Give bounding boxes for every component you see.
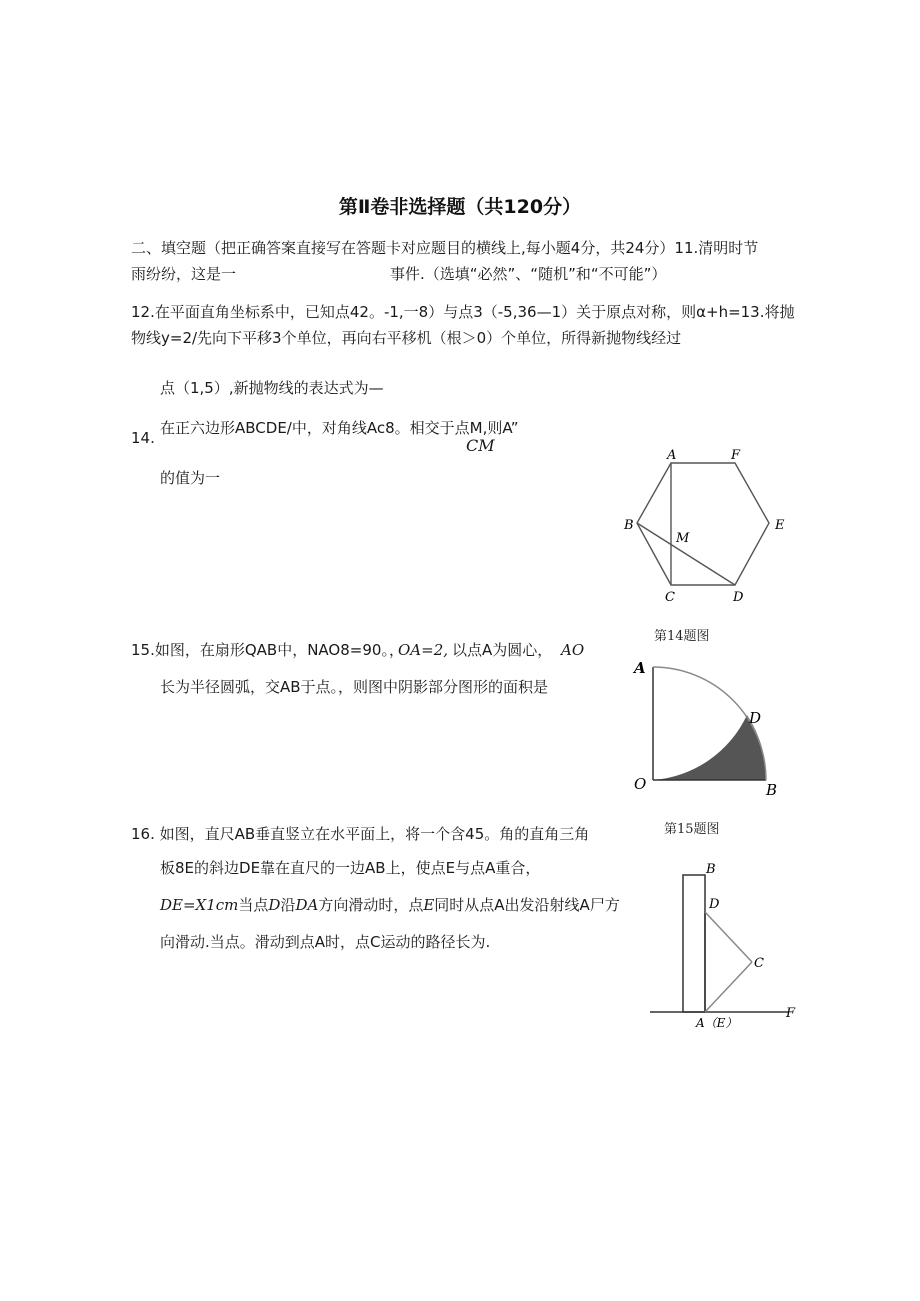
q15-line1c: 以点A为圆心， [452, 641, 553, 659]
label-d: D [709, 897, 720, 912]
q16-line2: 板8E的斜边DE靠在直尺的一边AB上，使点E与点A重合， [160, 859, 541, 877]
q14-number: 14. [131, 429, 155, 447]
q16-line3e: DA [295, 896, 319, 914]
label-b: B [624, 518, 634, 533]
section-title: 第Ⅱ卷非选择题（共120分） [338, 196, 582, 218]
label-b: B [706, 862, 716, 877]
section2-line2a: 雨纷纷，这是一 [131, 265, 237, 283]
q14-text: 在正六边形ABCDE/中，对角线Ac8。相交于点M,则A” [160, 419, 519, 437]
q16-line3c: D [268, 896, 281, 914]
label-o: O [634, 775, 647, 793]
q14-line2: 的值为一 [160, 469, 221, 487]
label-b: B [766, 781, 778, 799]
q14-hexagon-figure [615, 445, 795, 605]
q16-ruler-figure [640, 855, 810, 1035]
q15-line1d: AO [561, 641, 585, 659]
hexagon-outline [637, 463, 769, 585]
label-e: E [775, 518, 785, 533]
ruler [683, 875, 705, 1012]
q16-line3d: 沿 [280, 896, 296, 914]
q16-line3h: 同时从点A出发沿射线A尸方 [434, 896, 620, 914]
q12-line3: 点（1,5）,新抛物线的表达式为— [160, 379, 384, 397]
label-c: C [665, 590, 675, 605]
q16-line3a: DE=X1cm [160, 896, 239, 914]
q15-sector-figure [625, 655, 790, 805]
label-d: D [733, 590, 744, 605]
q16-line1: 16. 如图，直尺AB垂直竖立在水平面上，将一个含45。角的直角三角 [131, 825, 590, 843]
label-f: F [786, 1006, 796, 1021]
q12-line1: 12.在平面直角坐标系中，已知点42。-1,一8）与点3（-5,36—1）关于原点对称，则α+h=13.将抛 [131, 303, 795, 321]
q15-line1a: 15.如图，在扇形QAB中，NAO8=90。， [131, 641, 404, 659]
q15-line2: 长为半径圆弧，交AB于点。，则图中阴影部分图形的面积是 [160, 678, 549, 696]
section2-line2b: 事件.（选填“必然”、“随机”和“不可能”） [390, 265, 667, 283]
q14-caption: 第14题图 [654, 629, 710, 644]
label-a-e: A（E） [696, 1016, 738, 1030]
q15-caption: 第15题图 [664, 822, 720, 837]
q16-line3f: 方向滑动时，点 [318, 896, 424, 914]
section2-line1: 二、填空题（把正确答案直接写在答题卡对应题目的横线上,每小题4分，共24分）11.清明时节 [131, 239, 759, 257]
q16-line4: 向滑动.当点。滑动到点A时，点C运动的路径长为. [160, 933, 491, 951]
label-a: A [634, 659, 646, 677]
q14-fraction-denominator: CM [466, 436, 495, 455]
label-a: A [667, 448, 677, 463]
label-c: C [754, 956, 764, 971]
q16-line3g: E [423, 896, 435, 914]
leg-dc [705, 912, 752, 962]
q16-line3b: 当点 [238, 896, 269, 914]
q15-line1b: OA=2, [398, 641, 449, 659]
label-m: M [676, 531, 690, 546]
label-d: D [749, 709, 762, 727]
leg-ce [705, 962, 752, 1012]
label-f: F [731, 448, 741, 463]
q12-line2: 物线y=2/先向下平移3个单位，再向右平移机（根＞0）个单位，所得新抛物线经过 [131, 329, 682, 347]
